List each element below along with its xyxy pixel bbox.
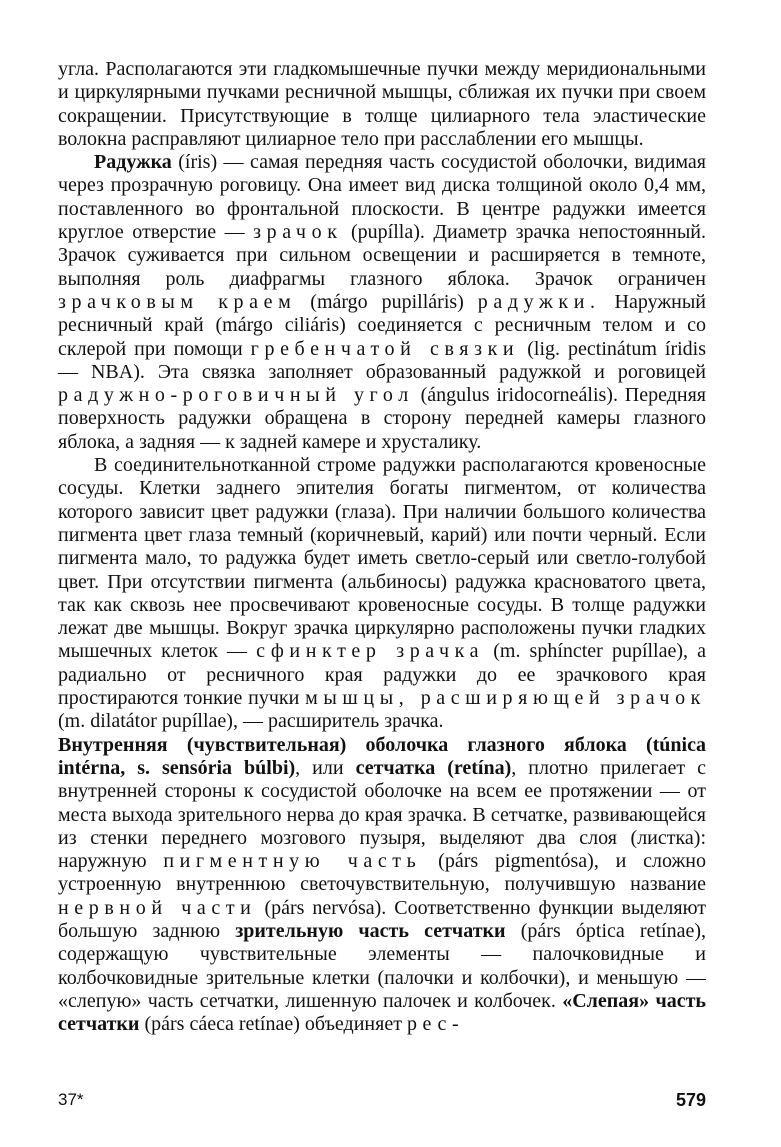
spaced-term-pectinate-ligament: гребенчатой связки xyxy=(250,337,520,360)
p3-text-3: (m. dilatátor pupíllae), — расширитель зрачка. xyxy=(58,710,444,733)
p2-text-3: (márgo pupilláris) xyxy=(296,290,478,313)
term-blind-part: «Слепая» часть сетчатки xyxy=(58,989,706,1036)
p1-text: угла. Располагаются эти гладкомышечные пучки между меридиональными и циркулярными пучками ресничной мышцы, сближая их пучки при своем сокращении. Присутствующие в толще цилиарного тела эластические волокна расправляют цилиарное тело при расслаблении его мышцы. xyxy=(58,58,706,150)
spaced-term-nervous-part: нервной части xyxy=(58,896,257,919)
paragraph-iris xyxy=(58,151,706,454)
p4-text-5: (párs óptica retínae), содержащую чувствительные элементы — палочковидные и колбочковидные зрительные клетки (палочки и колбочки), и меньшую — «слепую» часть сетчатки, лишенную палочек и колбочек. xyxy=(58,919,706,1012)
term-iris: Радужка xyxy=(94,151,172,174)
paragraph-stroma xyxy=(58,454,706,734)
page-footer xyxy=(58,1090,706,1112)
term-inner-tunic: Внутренняя (чувствительная) оболочка глазного яблока (túnica intérna, s. sensória búlbi) xyxy=(58,733,706,779)
p4-text-6: (párs cáeca retínae) объединяет xyxy=(139,1013,407,1036)
spaced-term-ciliary: рес- xyxy=(406,1013,465,1036)
paragraph-1 xyxy=(58,58,706,151)
p4-text-2: , плотно прилегает с внутренней стороны к сосудистой оболочке на всем ее протяжении — от места выхода зрительного нерва до края зрачка. В сетчатке, развивающейся из стенки переднего мозгового пузыря, выделяют два слоя (листка): наружную xyxy=(58,756,707,873)
p4-text-1: , или xyxy=(295,756,356,779)
spaced-term-iridocorneal-angle: радужно-роговичный угол xyxy=(58,384,414,407)
spaced-term-iris: радужки. xyxy=(477,290,601,313)
spaced-term-sphincter: сфинктер зрачка xyxy=(256,640,485,663)
page-body xyxy=(58,58,706,1036)
spaced-term-pupillary-margin: зрачковым краем xyxy=(58,290,297,313)
term-optic-part: зрительную часть сетчатки xyxy=(235,919,506,942)
p2-text-6: (ángulus iridocorneális). Передняя поверхность радужки обращена в сторону передней камеры глазного яблока, а задняя — к задней камере и хрусталику. xyxy=(58,384,706,453)
spaced-term-dilator: мышцы, расширяющей зрачок xyxy=(305,687,706,710)
p3-text-2: (m. sphíncter pupíllae), а радиально от ресничного края радужки до ее зрачкового края простираются тонкие пучки xyxy=(58,640,706,710)
p2-text-2: (pupílla). Диаметр зрачка непостоянный. Зрачок суживается при сильном освещении и расширяется в темноте, выполняя роль диафрагмы глазного яблока. Зрачок ограничен xyxy=(58,221,706,290)
page-number: 579 xyxy=(675,1090,706,1110)
p2-text-4: Наружный ресничный край (márgo ciliáris) соединяется с ресничным телом и со склерой при помощи xyxy=(58,290,706,360)
signature-mark: 37* xyxy=(58,1090,84,1109)
term-retina: сетчатка (retína) xyxy=(355,756,512,779)
spaced-term-pupil: зрачок xyxy=(253,221,343,244)
p4-text-4: (párs nervósa). Соответственно функции выделяют большую заднюю xyxy=(58,896,706,942)
p4-text-3: (párs pigmentósa), и сложно устроенную внутреннюю светочувствительную, получившую название xyxy=(58,850,707,896)
paragraph-retina xyxy=(58,734,706,1037)
p3-text-1: В соединительнотканной строме радужки располагаются кровеносные сосуды. Клетки заднего эпителия богаты пигментом, от количества которого зависит цвет радужки (глаза). При наличии большого количества пигмента цвет глаза темный (коричневый, карий) или почти черный. Если пигмента мало, то радужка будет иметь светло-серый или светло-голубой цвет. При отсутствии пигмента (альбиносы) радужка красноватого цвета, так как сквозь нее просвечивают кровеносные сосуды. В толще радужки лежат две мышцы. Вокруг зрачка циркулярно расположены пучки гладких мышечных клеток — xyxy=(58,454,706,663)
spaced-term-pigment-part: пигментную часть xyxy=(163,850,422,873)
p2-text-1: (íris) — самая передняя часть сосудистой оболочки, видимая через прозрачную роговицу. Она имеет вид диска толщиной около 0,4 мм, поставленного во фронтальной плоскости. В центре радужки имеется круглое отверстие — xyxy=(58,151,706,244)
p2-text-5: (lig. pectinátum íridis — NBA). Эта связка заполняет образованный радужкой и роговицей xyxy=(58,337,706,383)
